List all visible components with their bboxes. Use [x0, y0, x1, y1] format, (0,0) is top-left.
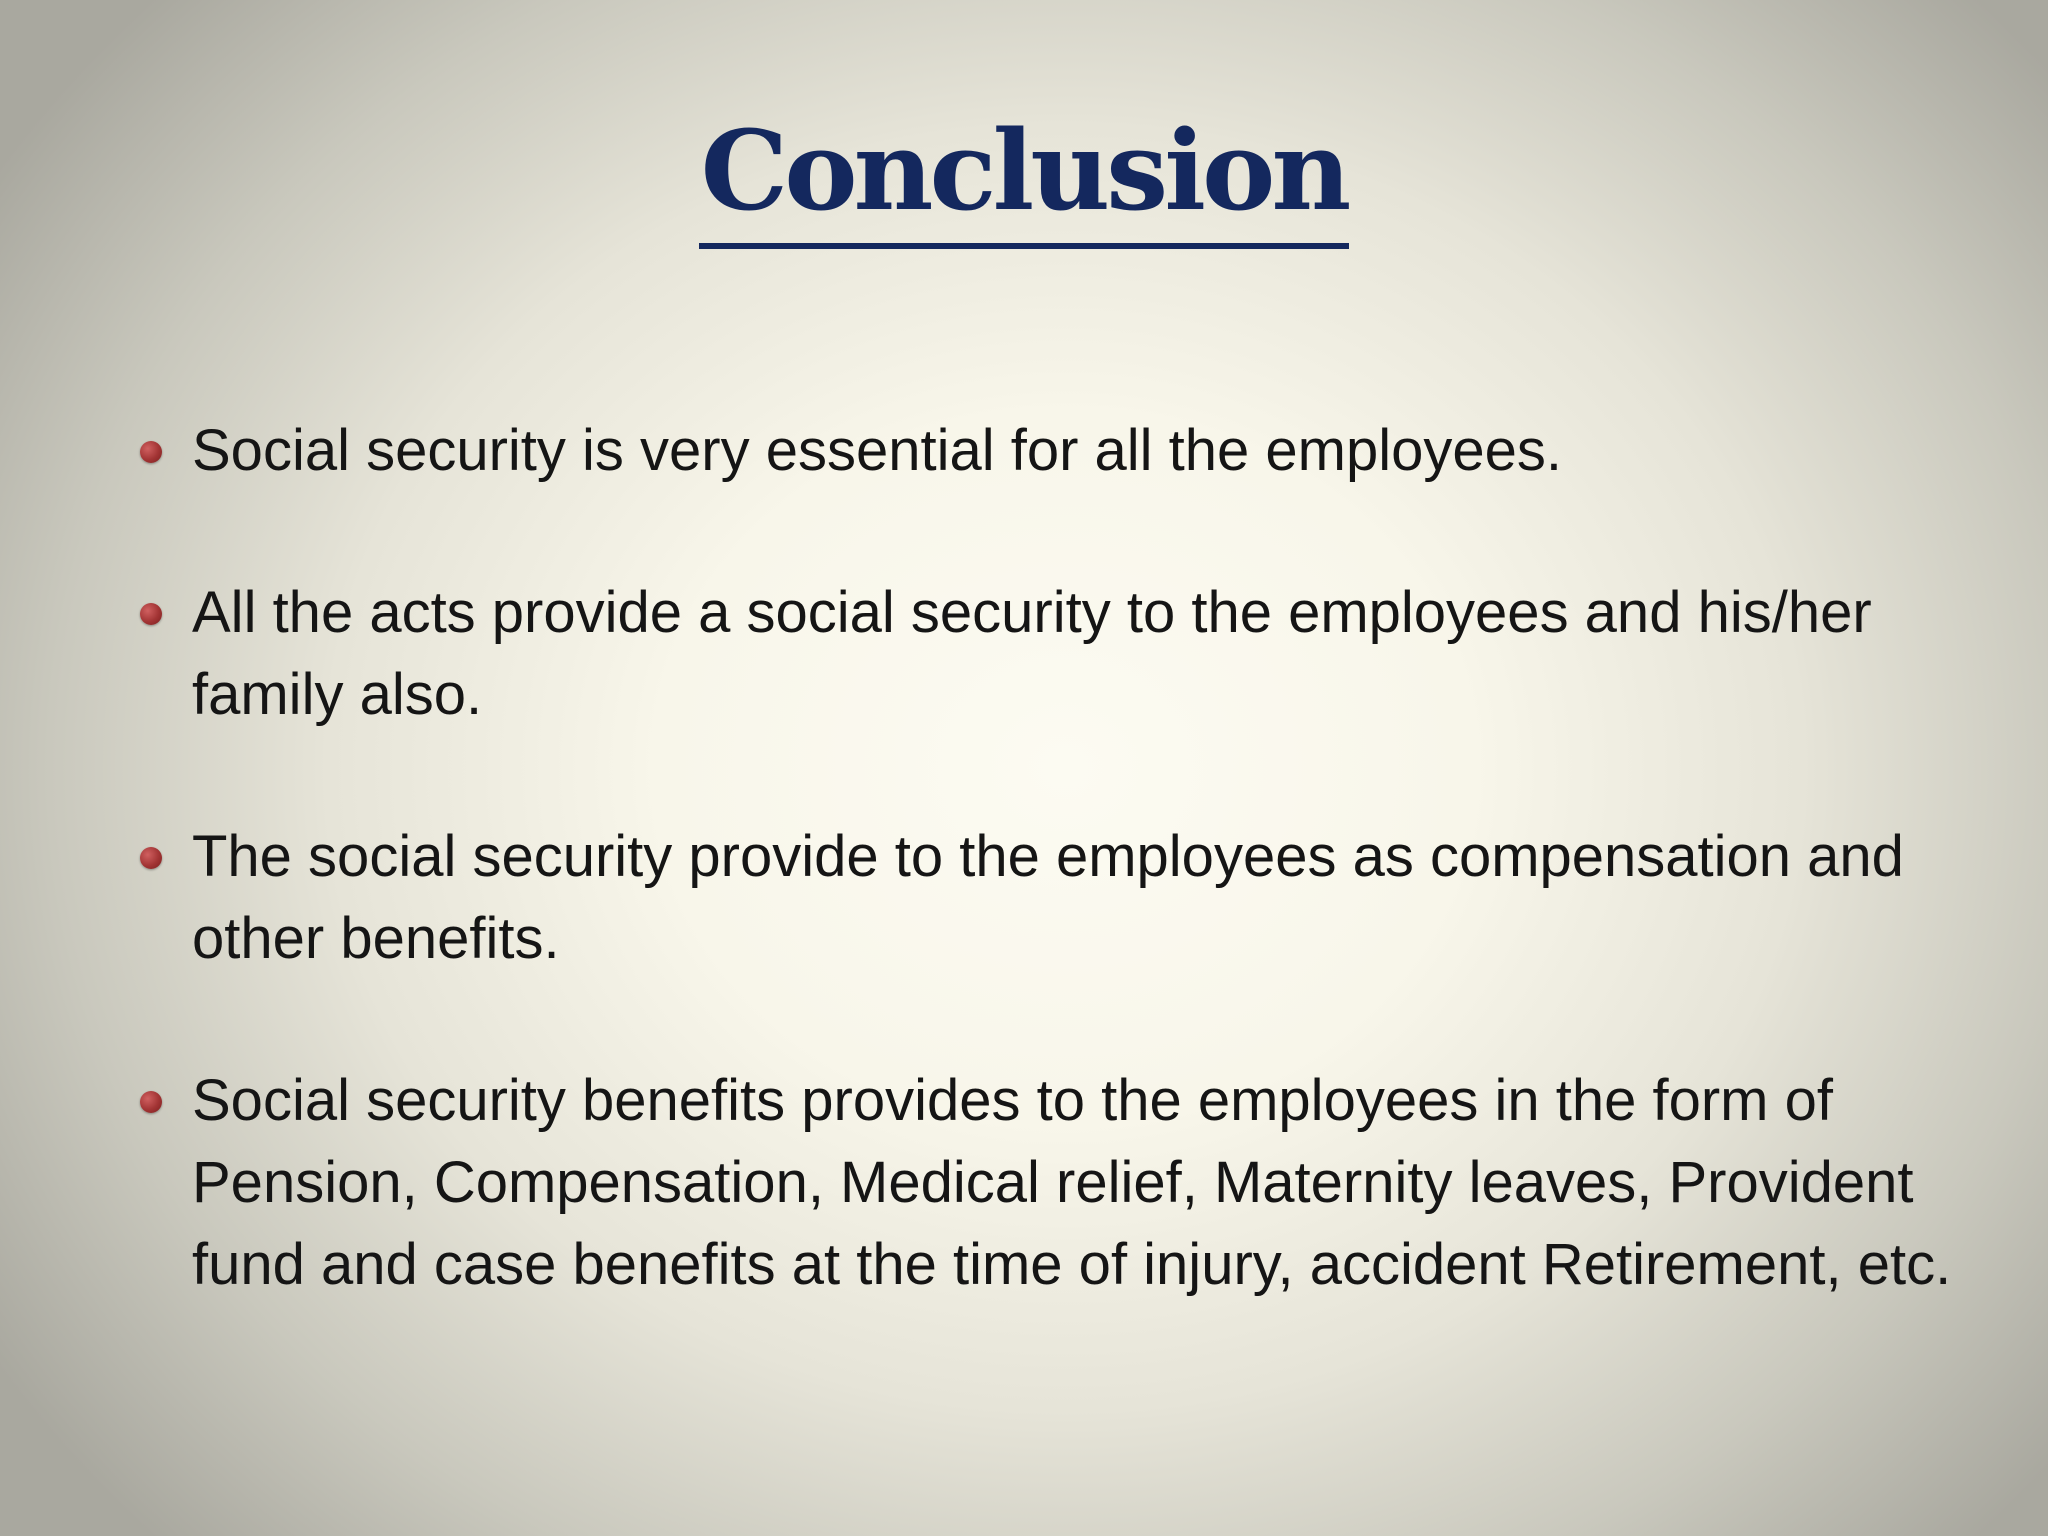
bullet-text: The social security provide to the employees as compensation and other benefits. [192, 824, 1904, 971]
bullet-item [140, 1060, 2020, 1306]
bullet-text: All the acts provide a social security to the employees and his/her family also. [192, 580, 1872, 727]
slide-title: Conclusion [699, 108, 1350, 249]
title-area [0, 108, 2048, 249]
bullet-item [140, 572, 2020, 736]
bullet-dot-icon [140, 441, 162, 463]
bullet-text: Social security is very essential for all the employees. [192, 418, 1563, 483]
bullet-text: Social security benefits provides to the employees in the form of Pension, Compensation, Medical relief, Maternity leaves, Provident fund and case benefits at the time of injury, accident Retirement, etc. [192, 1068, 1952, 1297]
bullet-dot-icon [140, 603, 162, 625]
bullet-item [140, 410, 2020, 492]
bullet-item [140, 816, 2020, 980]
bullet-dot-icon [140, 847, 162, 869]
bullet-dot-icon [140, 1091, 162, 1113]
bullet-list [140, 410, 2020, 1306]
